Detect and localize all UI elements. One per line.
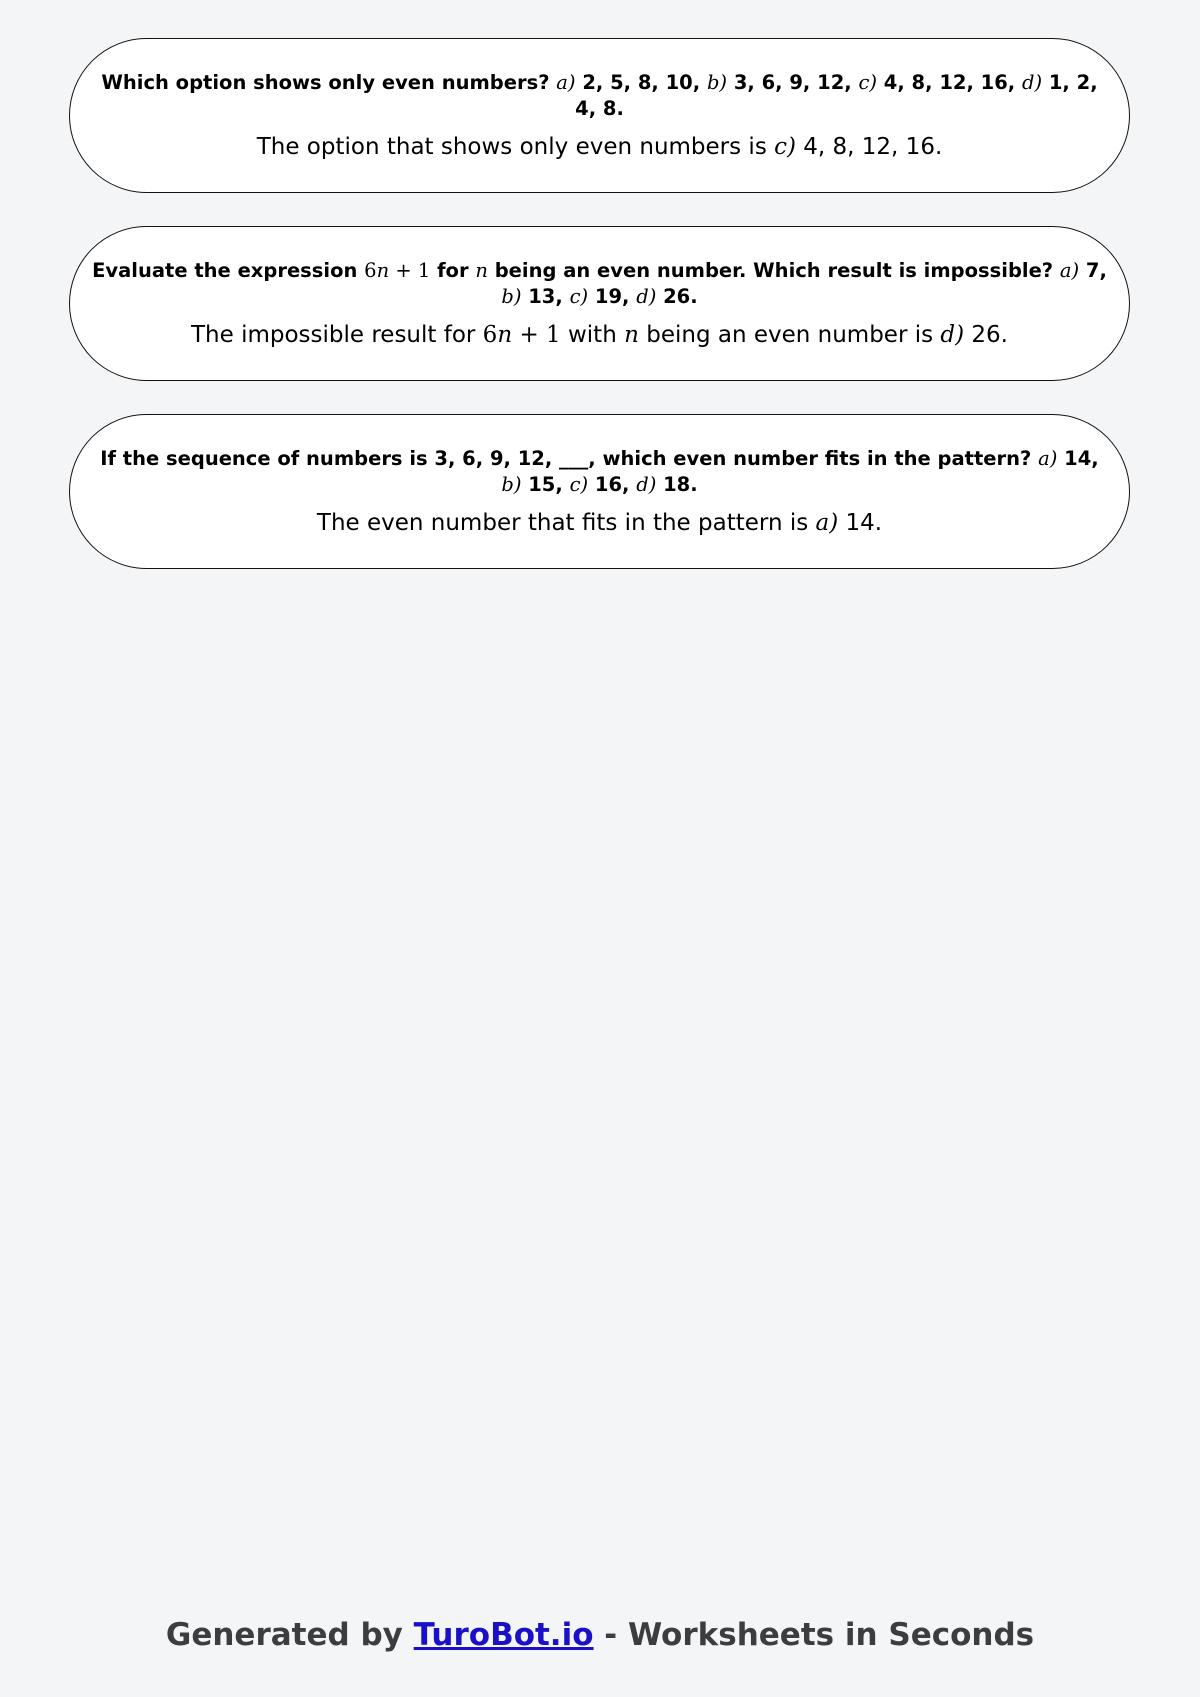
footer-credit (0, 1617, 1200, 1653)
turobot-link[interactable]: TuroBot.io (413, 1617, 594, 1653)
answer-text-1: The option that shows only even numbers is c) 4, 8, 12, 16. (256, 133, 943, 160)
footer-suffix: - Worksheets in Seconds (593, 1617, 1035, 1653)
question-text-2: Evaluate the expression 6n + 1 for n being an even number. Which result is impossible? a) 7, b) 13, c) 19, d) 26. (92, 258, 1107, 308)
footer-prefix: Generated by (165, 1617, 414, 1653)
answer-text-3: The even number that fits in the pattern is a) 14. (316, 509, 883, 536)
question-text-3: If the sequence of numbers is 3, 6, 9, 12, ___, which even number fits in the pattern? a) 14, b) 15, c) 16, d) 18. (100, 446, 1099, 496)
question-card-1 (69, 38, 1130, 193)
question-text-1: Which option shows only even numbers? a) 2, 5, 8, 10, b) 3, 6, 9, 12, c) 4, 8, 12, 16, d) 1, 2, 4, 8. (101, 70, 1098, 120)
question-card-3 (69, 414, 1130, 569)
answer-text-2: The impossible result for 6n + 1 with n being an even number is d) 26. (190, 321, 1008, 348)
question-card-2 (69, 226, 1130, 381)
